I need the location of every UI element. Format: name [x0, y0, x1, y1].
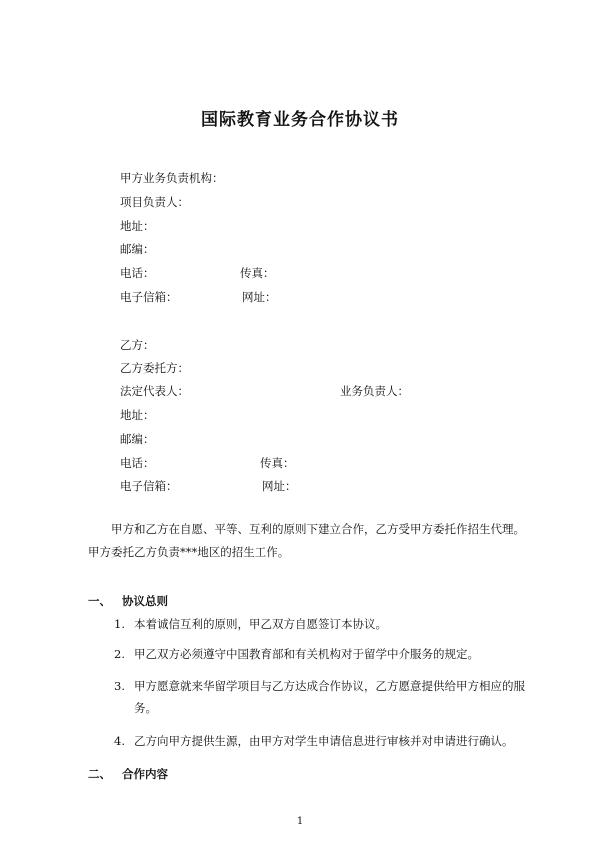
intro-paragraph: 甲方和乙方在自愿、平等、互利的原则下建立合作，乙方受甲方委托作招生代理。甲方委托乙方负责***地区的招生工作。	[88, 522, 525, 559]
list-item-text: 本着诚信互利的原则，甲乙双方自愿签订本协议。	[134, 617, 387, 631]
party-a-org-label: 甲方业务负责机构：	[120, 171, 224, 185]
section-2-number: 二、	[88, 767, 111, 781]
party-b-legal-rep-label: 法定代表人：	[120, 384, 189, 398]
list-item	[114, 730, 534, 752]
party-b-address-label: 地址：	[120, 408, 155, 422]
party-a-address-label: 地址：	[120, 219, 155, 233]
party-a-project-head-label: 项目负责人：	[120, 195, 189, 209]
list-item	[114, 675, 534, 719]
list-item	[114, 643, 534, 665]
party-a-fax-label: 传真：	[240, 266, 275, 280]
list-item-text: 甲方愿意就来华留学项目与乙方达成合作协议，乙方愿意提供给甲方相应的服务。	[134, 679, 525, 715]
section-2-title: 合作内容	[122, 767, 168, 781]
list-item-text: 乙方向甲方提供生源，由甲方对学生申请信息进行审核并对申请进行确认。	[134, 734, 514, 748]
party-a-postcode-label: 邮编：	[120, 242, 155, 256]
party-b-website-label: 网址：	[262, 479, 297, 493]
list-item-number: 2.	[114, 647, 125, 661]
section-1-title: 协议总则	[122, 594, 168, 608]
list-item-number: 1.	[114, 617, 125, 631]
document-title: 国际教育业务合作协议书	[201, 110, 399, 130]
party-a-website-label: 网址：	[242, 290, 277, 304]
party-b-business-head-label: 业务负责人：	[340, 384, 409, 398]
party-b-fax-label: 传真：	[260, 456, 295, 470]
party-b-entrusted-label: 乙方委托方：	[120, 361, 189, 375]
list-item-number: 3.	[114, 679, 125, 693]
party-a-email-label: 电子信箱：	[120, 290, 178, 304]
party-b-name-label: 乙方：	[120, 338, 155, 352]
page-number: 1	[296, 816, 304, 827]
list-item-text: 甲乙双方必须遵守中国教育部和有关机构对于留学中介服务的规定。	[134, 647, 479, 661]
list-item	[114, 613, 534, 635]
party-a-phone-label: 电话：	[120, 266, 155, 280]
party-b-email-label: 电子信箱：	[120, 479, 178, 493]
list-item-number: 4.	[114, 734, 125, 748]
section-1-number: 一、	[88, 594, 111, 608]
party-b-postcode-label: 邮编：	[120, 432, 155, 446]
party-b-phone-label: 电话：	[120, 456, 155, 470]
